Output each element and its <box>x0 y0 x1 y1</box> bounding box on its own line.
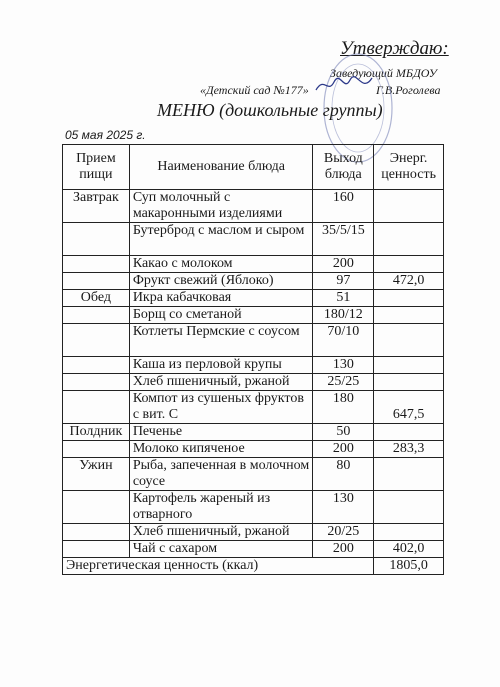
dish-cell: Фрукт свежий (Яблоко) <box>129 273 313 290</box>
meal-cell <box>63 524 130 541</box>
dish-cell: Печенье <box>129 424 313 441</box>
energy-cell: 472,0 <box>374 273 444 290</box>
dish-cell: Какао с молоком <box>129 256 313 273</box>
dish-cell: Картофель жареный из отварного <box>129 491 313 524</box>
output-cell: 70/10 <box>313 324 374 357</box>
output-cell: 130 <box>313 491 374 524</box>
energy-cell <box>374 256 444 273</box>
energy-cell <box>374 424 444 441</box>
header-output: Выход блюда <box>313 145 374 190</box>
energy-cell <box>374 190 444 223</box>
table-row <box>63 290 444 307</box>
output-cell: 51 <box>313 290 374 307</box>
table-row <box>63 374 444 391</box>
dish-cell: Борщ со сметаной <box>129 307 313 324</box>
energy-cell <box>374 524 444 541</box>
header-energy: Энерг. ценность <box>374 145 444 190</box>
dish-cell: Чай с сахаром <box>129 541 313 558</box>
total-value: 1805,0 <box>374 558 444 575</box>
table-row <box>63 391 444 424</box>
table-row <box>63 256 444 273</box>
output-cell: 180/12 <box>313 307 374 324</box>
energy-cell <box>374 307 444 324</box>
output-cell: 200 <box>313 256 374 273</box>
meal-cell <box>63 223 130 256</box>
meal-cell <box>63 256 130 273</box>
meal-cell: Ужин <box>63 458 130 491</box>
energy-cell <box>374 458 444 491</box>
total-row <box>63 558 444 575</box>
table-row <box>63 441 444 458</box>
output-cell: 35/5/15 <box>313 223 374 256</box>
meal-cell: Полдник <box>63 424 130 441</box>
table-row <box>63 357 444 374</box>
output-cell: 130 <box>313 357 374 374</box>
approval-title: Утверждаю: <box>340 38 449 59</box>
energy-cell <box>374 357 444 374</box>
table-row <box>63 307 444 324</box>
table-row <box>63 541 444 558</box>
meal-cell <box>63 357 130 374</box>
table-row <box>63 273 444 290</box>
meal-cell <box>63 324 130 357</box>
menu-table <box>62 144 444 575</box>
signature-icon <box>314 72 374 98</box>
meal-cell <box>63 441 130 458</box>
meal-cell <box>63 307 130 324</box>
energy-cell <box>374 491 444 524</box>
table-row <box>63 458 444 491</box>
dish-cell: Каша из перловой крупы <box>129 357 313 374</box>
header-meal: Прием пищи <box>63 145 130 190</box>
output-cell: 20/25 <box>313 524 374 541</box>
dish-cell: Молоко кипяченое <box>129 441 313 458</box>
output-cell: 80 <box>313 458 374 491</box>
energy-cell: 283,3 <box>374 441 444 458</box>
output-cell: 180 <box>313 391 374 424</box>
energy-cell: 647,5 <box>374 391 444 424</box>
energy-cell <box>374 223 444 256</box>
dish-cell: Бутерброд с маслом и сыром <box>129 223 313 256</box>
energy-cell <box>374 374 444 391</box>
table-row <box>63 190 444 223</box>
output-cell: 25/25 <box>313 374 374 391</box>
header-dish: Наименование блюда <box>129 145 313 190</box>
total-label: Энергетическая ценность (ккал) <box>63 558 374 575</box>
output-cell: 200 <box>313 541 374 558</box>
dish-cell: Рыба, запеченная в молочном соусе <box>129 458 313 491</box>
dish-cell: Хлеб пшеничный, ржаной <box>129 374 313 391</box>
meal-cell <box>63 491 130 524</box>
meal-cell <box>63 374 130 391</box>
output-cell: 200 <box>313 441 374 458</box>
meal-cell <box>63 391 130 424</box>
energy-cell <box>374 290 444 307</box>
output-cell: 97 <box>313 273 374 290</box>
dish-cell: Котлеты Пермские с соусом <box>129 324 313 357</box>
table-row <box>63 223 444 256</box>
table-row <box>63 324 444 357</box>
dish-cell: Икра кабачковая <box>129 290 313 307</box>
energy-cell <box>374 324 444 357</box>
table-row <box>63 491 444 524</box>
output-cell: 160 <box>313 190 374 223</box>
dish-cell: Компот из сушеных фруктов с вит. С <box>129 391 313 424</box>
approval-position: Заведующий МБДОУ <box>330 66 437 80</box>
menu-date: 05 мая 2025 г. <box>65 128 146 142</box>
dish-cell: Суп молочный с макаронными изделиями <box>129 190 313 223</box>
approval-name: Г.В.Роголева <box>376 83 441 97</box>
output-cell: 50 <box>313 424 374 441</box>
table-row <box>63 524 444 541</box>
page-title: МЕНЮ (дошкольные группы) <box>157 100 383 120</box>
table-row <box>63 424 444 441</box>
meal-cell <box>63 273 130 290</box>
energy-cell: 402,0 <box>374 541 444 558</box>
meal-cell: Обед <box>63 290 130 307</box>
meal-cell: Завтрак <box>63 190 130 223</box>
approval-organization: «Детский сад №177» <box>200 83 309 97</box>
meal-cell <box>63 541 130 558</box>
dish-cell: Хлеб пшеничный, ржаной <box>129 524 313 541</box>
